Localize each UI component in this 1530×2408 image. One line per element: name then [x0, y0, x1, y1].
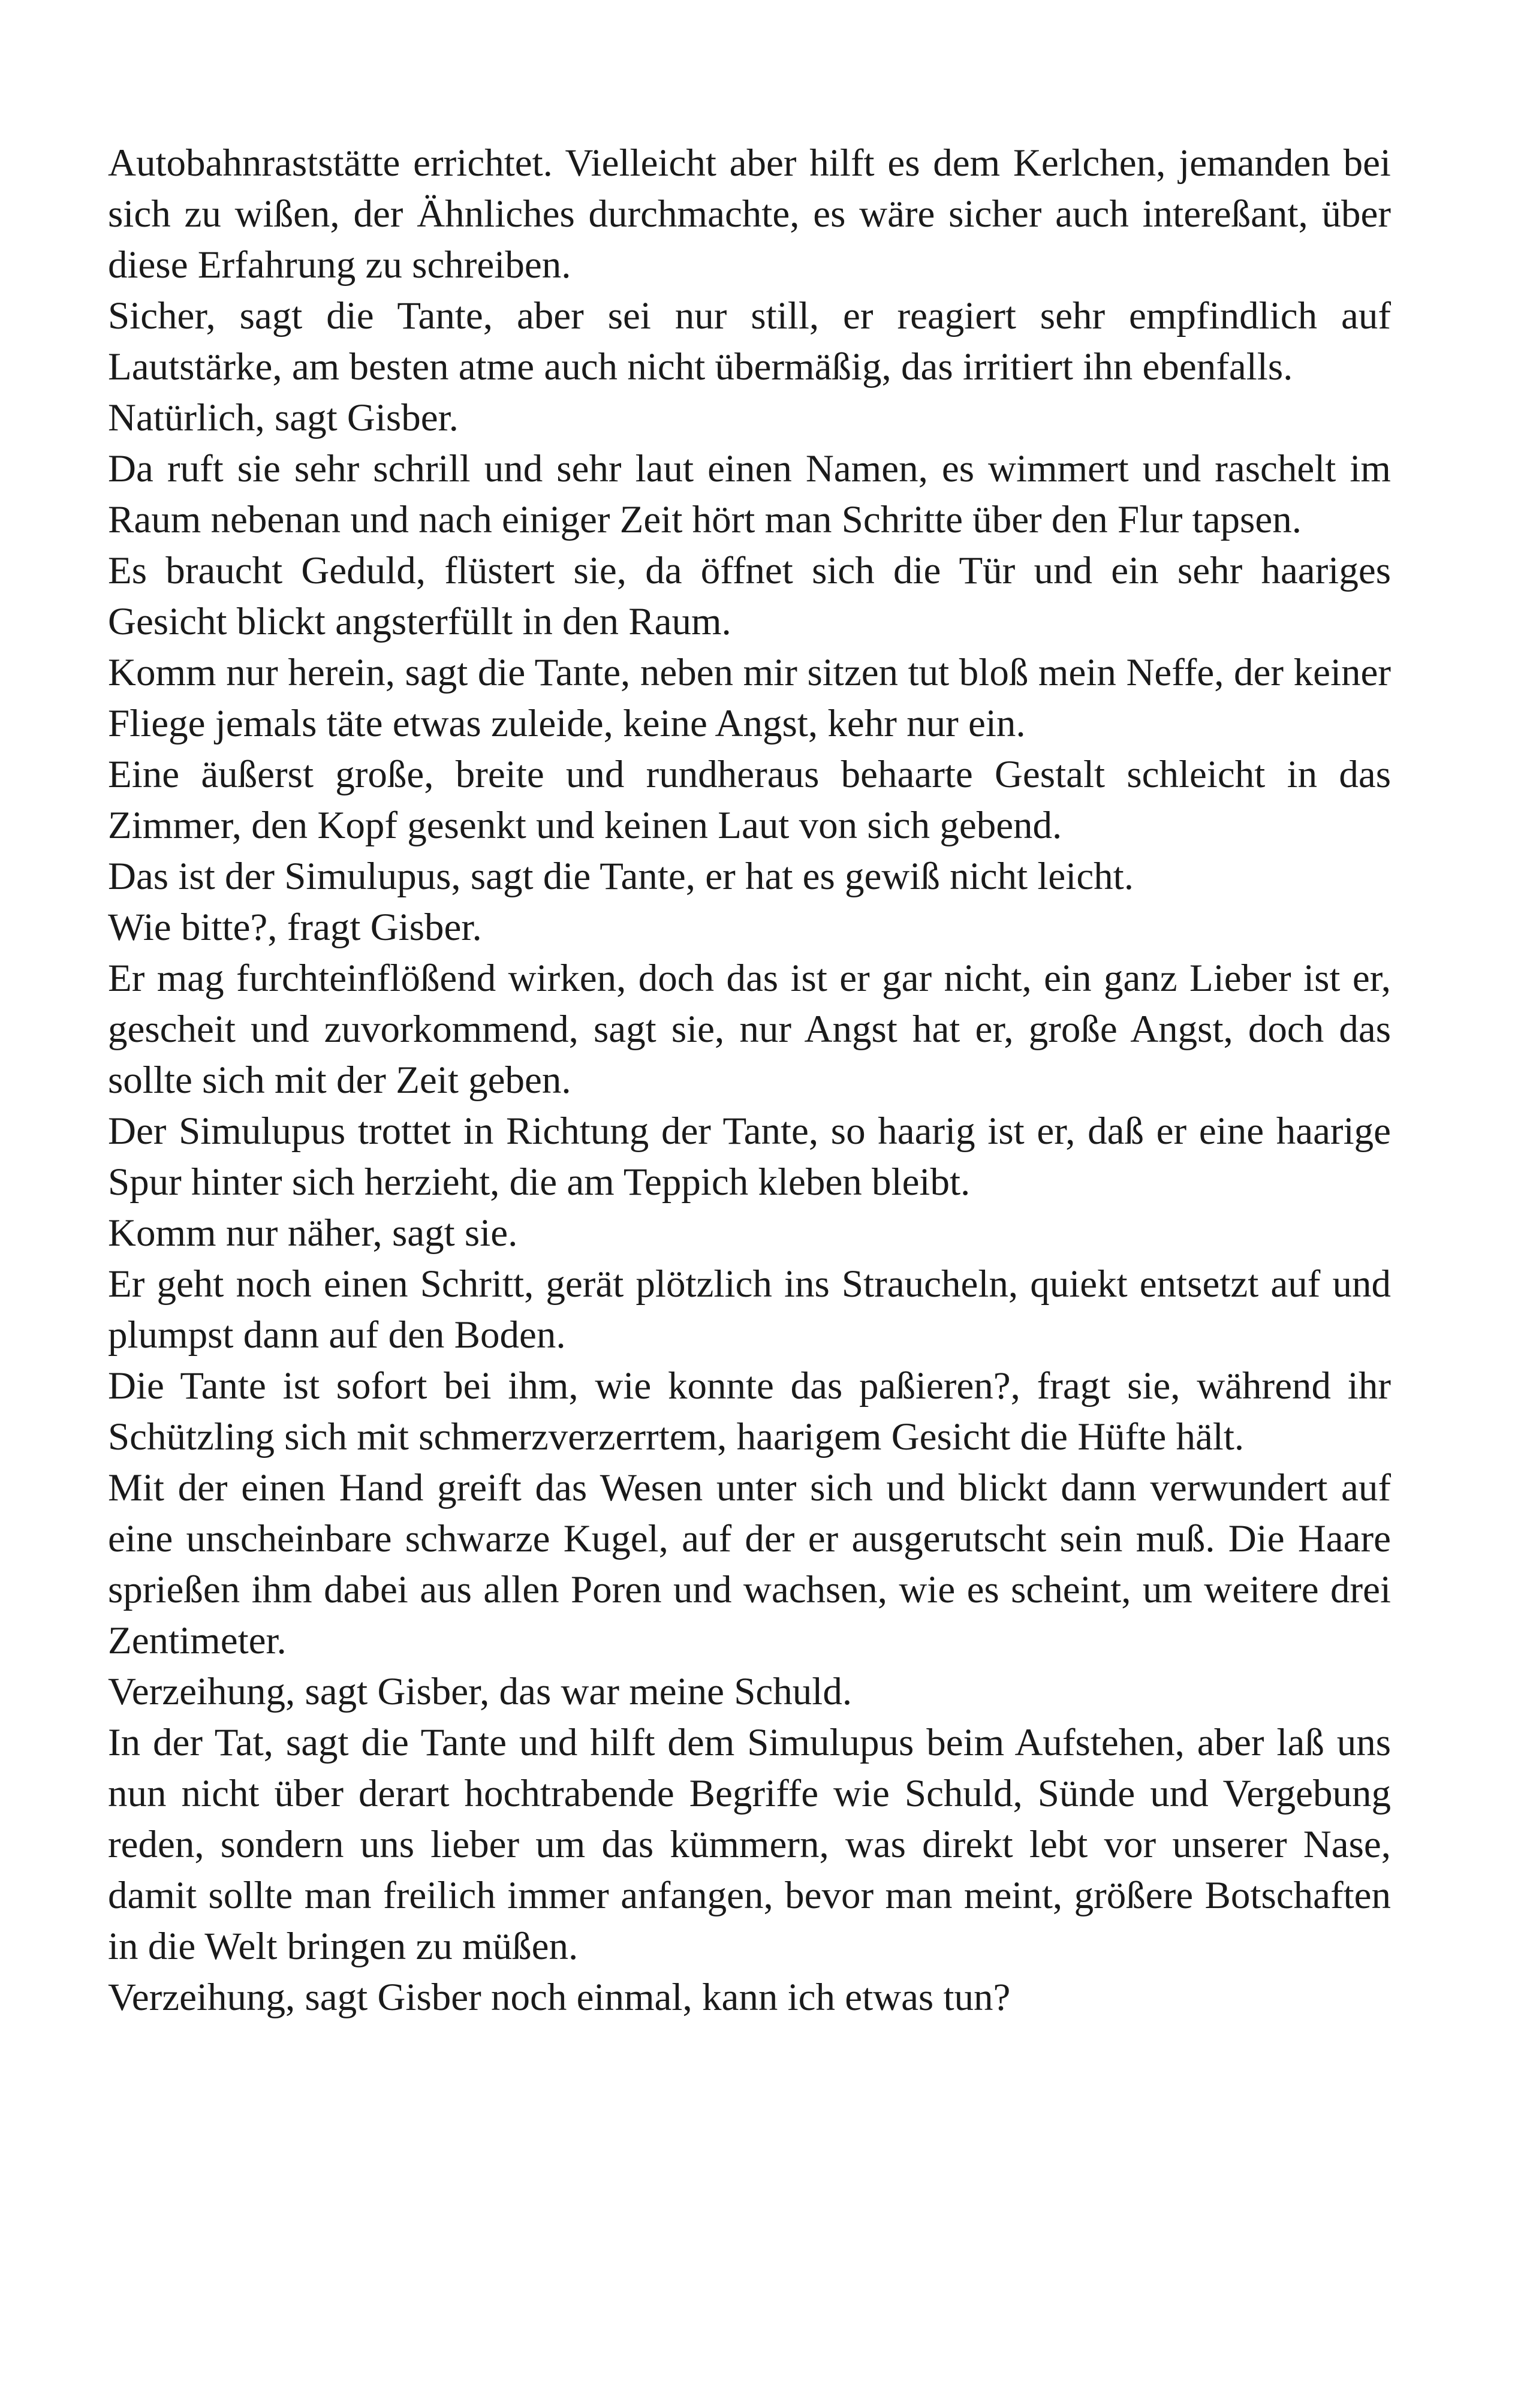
paragraph: Da ruft sie sehr schrill und sehr laut einen Namen, es wimmert und raschelt im Raum nebenan und nach einiger Zeit hört man Schritte über den Flur tapsen. — [108, 447, 1391, 541]
paragraph: Sicher, sagt die Tante, aber sei nur still, er reagiert sehr empfindlich auf Lautstärke, am besten atme auch nicht übermäßig, das irritiert ihn ebenfalls. — [108, 294, 1391, 388]
paragraph: Er mag furchteinflößend wirken, doch das ist er gar nicht, ein ganz Lieber ist er, gescheit und zuvorkommend, sagt sie, nur Angst hat er, große Angst, doch das sollte sich mit der Zeit geben. — [108, 957, 1391, 1102]
paragraph: Der Simulupus trottet in Richtung der Tante, so haarig ist er, daß er eine haarige Spur hinter sich herzieht, die am Teppich kleben bleibt. — [108, 1110, 1391, 1204]
paragraph: Wie bitte?, fragt Gisber. — [108, 906, 482, 949]
paragraph: Es braucht Geduld, flüstert sie, da öffnet sich die Tür und ein sehr haariges Gesicht blickt angsterfüllt in den Raum. — [108, 549, 1391, 643]
paragraph: Komm nur näher, sagt sie. — [108, 1211, 518, 1255]
body-text — [108, 138, 1391, 2023]
paragraph: Verzeihung, sagt Gisber, das war meine Schuld. — [108, 1670, 853, 1713]
paragraph: Die Tante ist sofort bei ihm, wie konnte das paßieren?, fragt sie, während ihr Schützling sich mit schmerzverzerrtem, haarigem Gesicht die Hüfte hält. — [108, 1364, 1391, 1458]
paragraph: Mit der einen Hand greift das Wesen unter sich und blickt dann verwundert auf eine unscheinbare schwarze Kugel, auf der er ausgerutscht sein muß. Die Haare sprießen ihm dabei aus allen Poren und wachsen, wie es scheint, um weitere drei Zentimeter. — [108, 1466, 1391, 1662]
paragraph: Er geht noch einen Schritt, gerät plötzlich ins Straucheln, quiekt entsetzt auf und plumpst dann auf den Boden. — [108, 1262, 1391, 1357]
paragraph: In der Tat, sagt die Tante und hilft dem Simulupus beim Aufstehen, aber laß uns nun nicht über derart hochtrabende Begriffe wie Schuld, Sünde und Vergebung reden, sondern uns lieber um das kümmern, was direkt lebt vor unserer Nase, damit sollte man freilich immer anfangen, bevor man meint, größere Botschaften in die Welt bringen zu müßen. — [108, 1721, 1391, 1968]
paragraph: Eine äußerst große, breite und rundheraus behaarte Gestalt schleicht in das Zimmer, den Kopf gesenkt und keinen Laut von sich gebend. — [108, 753, 1391, 847]
paragraph: Komm nur herein, sagt die Tante, neben mir sitzen tut bloß mein Neffe, der keiner Fliege jemals täte etwas zuleide, keine Angst, kehr nur ein. — [108, 651, 1391, 745]
paragraph: Verzeihung, sagt Gisber noch einmal, kann ich etwas tun? — [108, 1976, 1011, 2019]
paragraph: Das ist der Simulupus, sagt die Tante, er hat es gewiß nicht leicht. — [108, 855, 1134, 898]
paragraph: Autobahnraststätte errichtet. Vielleicht aber hilft es dem Kerlchen, jemanden bei sich zu wißen, der Ähnliches durchmachte, es wäre sicher auch intereßant, über diese Erfahrung zu schreiben. — [108, 141, 1391, 287]
paragraph: Natürlich, sagt Gisber. — [108, 396, 459, 439]
